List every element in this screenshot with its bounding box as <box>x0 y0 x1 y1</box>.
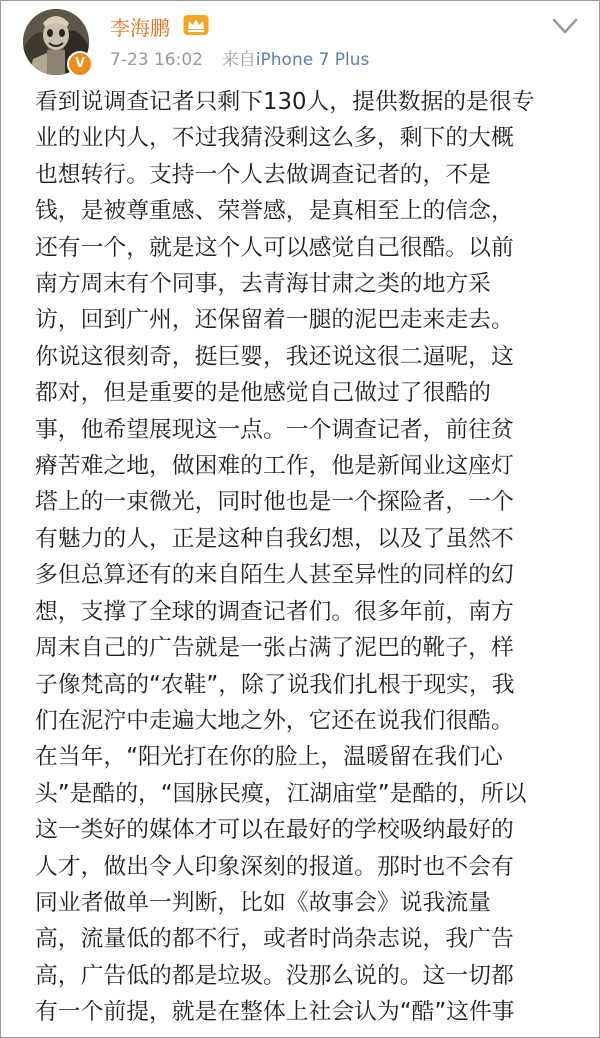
post-body-line: 高，流量低的都不行，或者时尚杂志说，我广告 <box>35 926 514 953</box>
post-body-line: 塔上的一束微光，同时他也是一个探险者，一个 <box>35 489 514 516</box>
post-body-line: 访，回到广州，还保留着一腿的泥巴走来走去。 <box>35 307 514 334</box>
post-body-line: 周末自己的广告就是一张占满了泥巴的靴子，样 <box>35 635 514 662</box>
post-body-line: 有魅力的人，正是这种自我幻想，以及了虽然不 <box>35 525 514 552</box>
post-body-line: 这一类好的媒体才可以在最好的学校吸纳最好的 <box>35 817 514 844</box>
post-body-line: 有一个前提，就是在整体上社会认为“酷”这件事 <box>35 999 515 1026</box>
post-body-line: 业的业内人，不过我猜没剩这么多，剩下的大概 <box>35 125 514 152</box>
post-body-line: 都对，但是重要的是他感觉自己做过了很酷的 <box>35 380 491 407</box>
post-source[interactable]: iPhone 7 Plus <box>255 50 370 70</box>
post-body-line: 事，他希望展现这一点。一个调查记者，前往贫 <box>35 416 514 443</box>
post-body-line: 想，支撑了全球的调查记者们。很多年前，南方 <box>35 598 514 625</box>
post-meta <box>110 45 369 70</box>
post-body-line: 看到说调查记者只剩下130人，提供数据的是很专 <box>35 89 535 115</box>
member-crown-icon[interactable] <box>183 14 209 36</box>
post-body-line: 也想转行。支持一个人去做调查记者的，不是 <box>35 161 491 188</box>
verified-badge-icon: V <box>67 51 93 77</box>
post-body-line: 同业者做单一判断，比如《故事会》说我流量 <box>35 889 491 916</box>
post-body-line: 在当年，“阳光打在你的脸上，温暖留在我们心 <box>35 744 503 771</box>
author-name[interactable]: 李海鹏 <box>110 16 170 40</box>
post-body-line: 们在泥泞中走遍大地之外，它还在说我们很酷。 <box>35 707 514 734</box>
post-body-line: 瘠苦难之地，做困难的工作，他是新闻业这座灯 <box>35 453 514 480</box>
post-body-line: 多但总算还有的来自陌生人甚至异性的同样的幻 <box>35 562 514 589</box>
post-body-line: 头”是酷的，“国脉民瘼，江湖庙堂”是酷的，所以 <box>35 780 527 807</box>
post-body <box>35 84 567 1031</box>
post-body-line: 还有一个，就是这个人可以感觉自己很酷。以前 <box>35 234 514 261</box>
chevron-down-icon[interactable] <box>551 15 579 37</box>
post-body-line: 你说这很刻奇，挺巨婴，我还说这很二逼呢，这 <box>35 343 514 370</box>
post-body-line: 钱，是被尊重感、荣誉感，是真相至上的信念， <box>35 198 514 225</box>
post-body-line: 南方周末有个同事，去青海甘肃之类的地方采 <box>35 271 491 298</box>
post-source-prefix: 来自 <box>221 50 256 70</box>
post-body-line: 子像梵高的“农鞋”，除了说我们扎根于现实，我 <box>35 671 515 698</box>
post-body-line: 高，广告低的都是垃圾。没那么说的。这一切都 <box>35 962 514 989</box>
post-body-line: 人才，做出令人印象深刻的报道。那时也不会有 <box>35 853 514 880</box>
post-time: 7-23 16:02 <box>110 50 203 70</box>
